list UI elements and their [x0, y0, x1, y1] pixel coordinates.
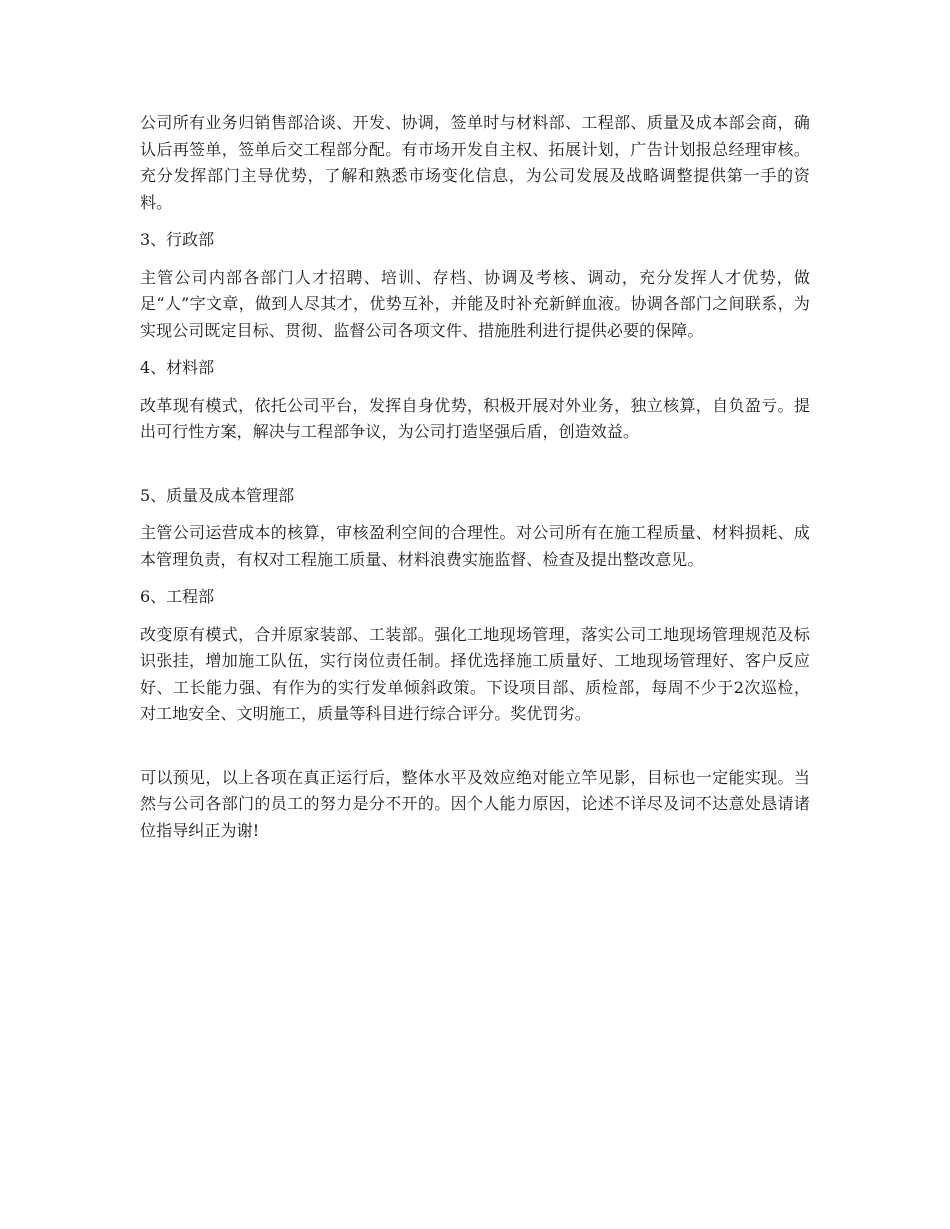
blank-line — [140, 739, 810, 765]
materials-department-heading: 4、材料部 — [140, 358, 215, 377]
blank-line — [140, 457, 810, 483]
materials-department-paragraph: 改革现有模式，依托公司平台，发挥自身优势，积极开展对外业务，独立核算，自负盈亏。提出可行性方案，解决与工程部争议，为公司打造坚强后盾，创造效益。 — [140, 395, 810, 441]
engineering-department-heading: 6、工程部 — [140, 587, 215, 606]
admin-department-paragraph: 主管公司内部各部门人才招聘、培训、存档、协调及考核、调动，充分发挥人才优势，做足“人”字文章，做到人尽其才，优势互补，并能及时补充新鲜血液。协调各部门之间联系，为实现公司既定目标、贯彻、监督公司各项文件、措施胜利进行提供必要的保障。 — [140, 267, 810, 340]
conclusion-paragraph: 可以预见，以上各项在真正运行后，整体水平及效应绝对能立竿见影，目标也一定能实现。当然与公司各部门的员工的努力是分不开的。因个人能力原因，论述不详尽及词不达意处恳请诸位指导纠正为谢! — [140, 767, 810, 840]
document-page — [140, 110, 810, 855]
engineering-department-paragraph: 改变原有模式，合并原家装部、工装部。强化工地现场管理，落实公司工地现场管理规范及标识张挂，增加施工队伍，实行岗位责任制。择优选择施工质量好、工地现场管理好、客户反应好、工长能力强、有作为的实行发单倾斜政策。下设项目部、质检部，每周不少于2次巡检，对工地安全、文明施工，质量等科目进行综合评分。奖优罚劣。 — [140, 624, 810, 723]
quality-cost-department-heading: 5、质量及成本管理部 — [140, 485, 295, 505]
quality-cost-department-paragraph: 主管公司运营成本的核算，审核盈利空间的合理性。对公司所有在施工程质量、材料损耗、成本管理负责，有权对工程施工质量、材料浪费实施监督、检查及提出整改意见。 — [140, 523, 810, 569]
sales-department-paragraph: 公司所有业务归销售部洽谈、开发、协调，签单时与材料部、工程部、质量及成本部会商，确认后再签单，签单后交工程部分配。有市场开发自主权、拓展计划，广告计划报总经理审核。充分发挥部门主导优势，了解和熟悉市场变化信息，为公司发展及战略调整提供第一手的资料。 — [140, 113, 810, 212]
admin-department-heading: 3、行政部 — [140, 230, 215, 249]
